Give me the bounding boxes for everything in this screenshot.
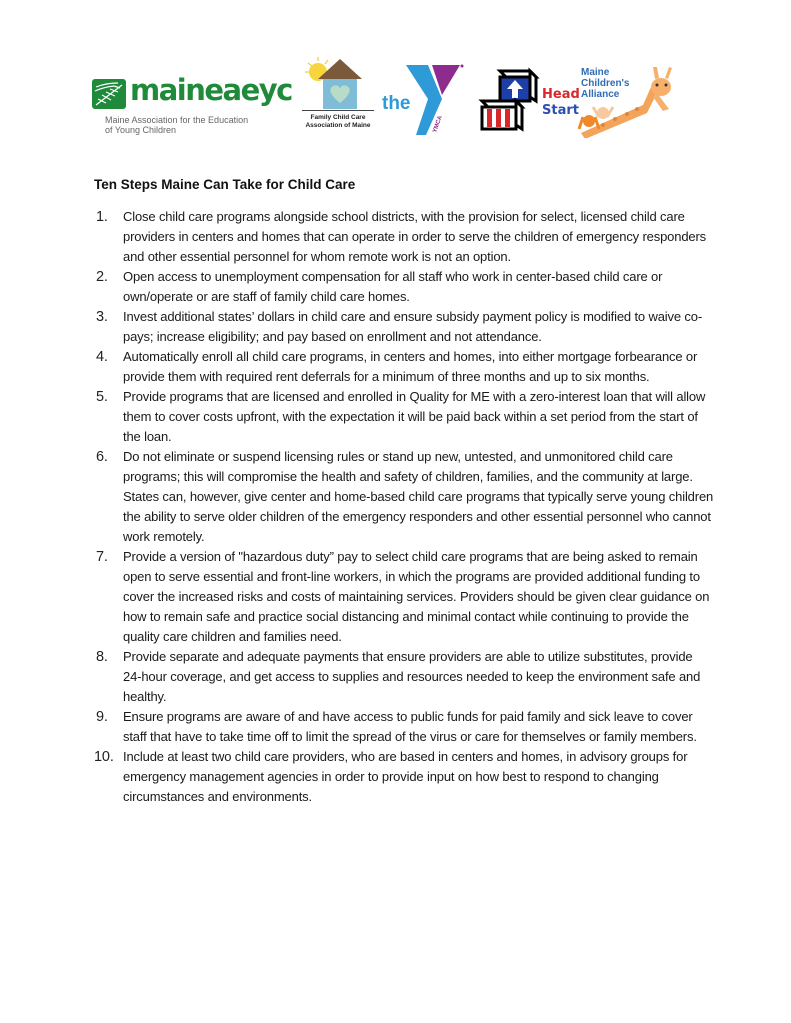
maineaeyc-logo xyxy=(92,75,297,137)
house-heart-icon xyxy=(302,55,378,111)
mca-line1: Maine xyxy=(581,67,610,78)
list-item xyxy=(94,267,714,307)
partner-logos xyxy=(90,55,710,145)
maineaeyc-subtitle-line1: Maine Association for the Education xyxy=(105,115,249,125)
head-start-start-text: Start xyxy=(542,103,579,118)
steps-list xyxy=(94,207,714,807)
maineaeyc-wordmark: maineaeyc xyxy=(130,73,292,107)
family-child-care-caption-line1: Family Child Care xyxy=(310,114,366,121)
list-item xyxy=(94,547,714,647)
step-text: Provide a version of "hazardous duty” pay to select child care programs that are being asked to remain open to serve essential and front-line workers, in which the programs are provided additional funding to cover the increased risks and costs of maintaining services. Providers should be given clear guidance on how to remain safe and practice social distancing and minimal contact while continuing to provide the quality care children and families need. xyxy=(123,549,710,644)
family-child-care-caption xyxy=(302,110,374,130)
step-text: Automatically enroll all child care programs, in centers and homes, into either mortgage forbearance or provide them with required rent deferrals for a minimum of three months and up to six months. xyxy=(123,349,698,384)
list-item xyxy=(94,747,714,807)
family-child-care-logo xyxy=(302,55,382,143)
list-item xyxy=(94,647,714,707)
step-number: 8. xyxy=(96,649,108,665)
blocks-icon xyxy=(478,67,542,133)
mca-line3: Alliance xyxy=(581,89,620,100)
list-item xyxy=(94,387,714,447)
giraffe-children-icon xyxy=(573,63,698,138)
step-number: 1. xyxy=(96,209,108,225)
ymca-logo xyxy=(382,63,468,135)
step-number: 3. xyxy=(96,309,108,325)
list-item xyxy=(94,307,714,347)
document-title: Ten Steps Maine Can Take for Child Care xyxy=(94,177,356,192)
step-text: Open access to unemployment compensation for all staff who work in center-based child care or own/operate or are staff of family child care homes. xyxy=(123,269,663,304)
step-number: 6. xyxy=(96,449,108,465)
maineaeyc-subtitle xyxy=(105,115,295,135)
list-item xyxy=(94,447,714,547)
step-number: 7. xyxy=(96,549,108,565)
step-number: 2. xyxy=(96,269,108,285)
maine-childrens-alliance-logo xyxy=(573,63,698,138)
head-start-logo xyxy=(478,67,580,137)
list-item xyxy=(94,207,714,267)
list-item xyxy=(94,707,714,747)
step-text: Invest additional states’ dollars in child care and ensure subsidy payment policy is modified to waive co-pays; increase eligibility; and pay based on enrollment and not attendance. xyxy=(123,309,703,344)
step-text: Include at least two child care providers, who are based in centers and homes, in advisory groups for emergency management agencies in order to provide input on how best to respond to changing circumstances and environments. xyxy=(123,749,688,804)
step-number: 10. xyxy=(94,749,114,765)
family-child-care-caption-line2: Association of Maine xyxy=(305,122,371,129)
step-text: Provide programs that are licensed and enrolled in Quality for ME with a zero-interest loan that will allow them to cover costs upfront, with the expectation it will be paid back within a set period from the start of the loan. xyxy=(123,389,706,444)
pinecone-icon xyxy=(92,79,126,109)
head-start-head-text: Head xyxy=(542,87,580,102)
step-text: Provide separate and adequate payments that ensure providers are able to utilize substitutes, provide 24-hour coverage, and get access to supplies and resources needed to keep the environment safe and healthy. xyxy=(123,649,701,704)
step-number: 9. xyxy=(96,709,108,725)
mca-line2: Children's xyxy=(581,78,630,89)
step-text: Do not eliminate or suspend licensing rules or stand up new, untested, and unmonitored child care programs; this will compromise the health and safety of children, families, and the community at large. States can, however, give center and home-based child care programs that typically serve young children the ability to serve older children of the emergency responders and other essential personnel who cannot work remotely. xyxy=(123,449,714,544)
ymca-the-text: the xyxy=(382,93,411,114)
step-number: 4. xyxy=(96,349,108,365)
ymca-vertical-text: YMCA xyxy=(432,115,444,134)
list-item xyxy=(94,347,714,387)
step-text: Ensure programs are aware of and have access to public funds for paid family and sick leave to cover staff that have to take time off to limit the spread of the virus or care for themselves or family members. xyxy=(123,709,697,744)
step-text: Close child care programs alongside school districts, with the provision for select, licensed child care providers in centers and homes that can operate in order to serve the children of emergency responders and other essential personnel for whom remote work is not an option. xyxy=(123,209,707,264)
maineaeyc-subtitle-line2: of Young Children xyxy=(105,125,177,135)
ymca-y-icon xyxy=(382,63,468,135)
step-number: 5. xyxy=(96,389,108,405)
